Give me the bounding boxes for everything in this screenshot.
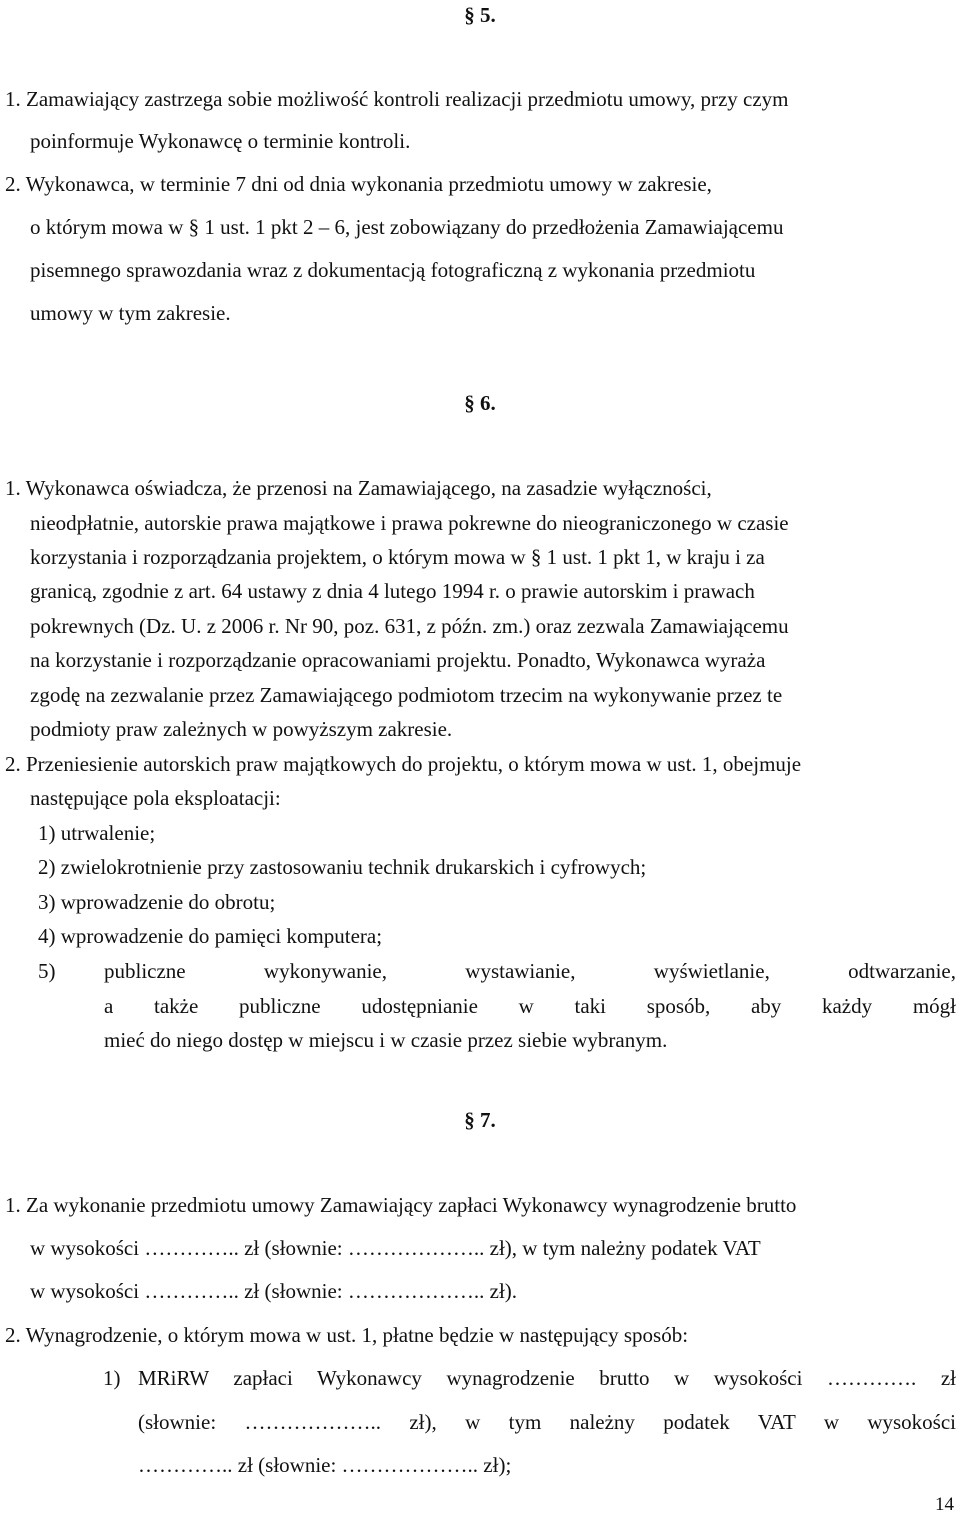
list-item-line: a także publiczne udostępnianie w taki sposób, aby każdy mógł <box>104 994 956 1018</box>
paragraph-line: umowy w tym zakresie. <box>30 301 231 325</box>
paragraph-line: 2. Wykonawca, w terminie 7 dni od dnia wykonania przedmiotu umowy w zakresie, <box>5 172 712 196</box>
list-item: 1) utrwalenie; <box>38 821 156 845</box>
paragraph-line: 2. Wynagrodzenie, o którym mowa w ust. 1, płatne będzie w następujący sposób: <box>5 1323 689 1347</box>
paragraph-line: 1. Zamawiający zastrzega sobie możliwość kontroli realizacji przedmiotu umowy, przy czym <box>5 87 789 111</box>
paragraph-line: w wysokości ………….. zł (słownie: ……………….. zł), w tym należny podatek VAT <box>30 1236 761 1260</box>
paragraph-line: 1. Wykonawca oświadcza, że przenosi na Zamawiającego, na zasadzie wyłączności, <box>5 476 712 500</box>
paragraph-line: podmioty praw zależnych w powyższym zakresie. <box>30 717 453 741</box>
list-item: 2) zwielokrotnienie przy zastosowaniu technik drukarskich i cyfrowych; <box>38 855 647 879</box>
list-item: 3) wprowadzenie do obrotu; <box>38 890 276 914</box>
page-number: 14 <box>935 1494 954 1515</box>
list-item-number: 1) <box>103 1366 121 1390</box>
paragraph-line: 1. Za wykonanie przedmiotu umowy Zamawiający zapłaci Wykonawcy wynagrodzenie brutto <box>5 1193 797 1217</box>
paragraph-line: granicą, zgodnie z art. 64 ustawy z dnia 4 lutego 1994 r. o prawie autorskim i prawach <box>30 579 755 603</box>
paragraph-line: na korzystanie i rozporządzanie opracowaniami projektu. Ponadto, Wykonawca wyraża <box>30 648 766 672</box>
paragraph-line: nieodpłatnie, autorskie prawa majątkowe i prawa pokrewne do nieograniczonego w czasie <box>30 511 789 535</box>
paragraph-line: o którym mowa w § 1 ust. 1 pkt 2 – 6, jest zobowiązany do przedłożenia Zamawiającemu <box>30 215 784 239</box>
section-heading-5: § 5. <box>464 3 496 27</box>
list-item: 4) wprowadzenie do pamięci komputera; <box>38 924 383 948</box>
list-item-line: (słownie: ……………….. zł), w tym należny podatek VAT w wysokości <box>138 1410 956 1434</box>
paragraph-line: zgodę na zezwalanie przez Zamawiającego podmiotom trzecim na wykonywanie przez te <box>30 683 783 707</box>
paragraph-line: w wysokości ………….. zł (słownie: ……………….. zł). <box>30 1279 518 1303</box>
paragraph-line: 2. Przeniesienie autorskich praw majątkowych do projektu, o którym mowa w ust. 1, obejmuje <box>5 752 802 776</box>
paragraph-line: pokrewnych (Dz. U. z 2006 r. Nr 90, poz. 631, z późn. zm.) oraz zezwala Zamawiającemu <box>30 614 789 638</box>
list-item-line: MRiRW zapłaci Wykonawcy wynagrodzenie brutto w wysokości …………. zł <box>138 1366 956 1390</box>
paragraph-line: następujące pola eksploatacji: <box>30 786 281 810</box>
section-heading-6: § 6. <box>464 391 496 415</box>
list-item-number: 5) <box>38 959 56 983</box>
paragraph-line: korzystania i rozporządzania projektem, o którym mowa w § 1 ust. 1 pkt 1, w kraju i za <box>30 545 765 569</box>
section-heading-7: § 7. <box>464 1108 496 1132</box>
list-item-line: ………….. zł (słownie: ……………….. zł); <box>138 1453 512 1477</box>
paragraph-line: pisemnego sprawozdania wraz z dokumentacją fotograficzną z wykonania przedmiotu <box>30 258 756 282</box>
list-item-line: mieć do niego dostęp w miejscu i w czasie przez siebie wybranym. <box>104 1028 668 1052</box>
list-item-line: publiczne wykonywanie, wystawianie, wyświetlanie, odtwarzanie, <box>104 959 956 983</box>
paragraph-line: poinformuje Wykonawcę o terminie kontroli. <box>30 129 411 153</box>
